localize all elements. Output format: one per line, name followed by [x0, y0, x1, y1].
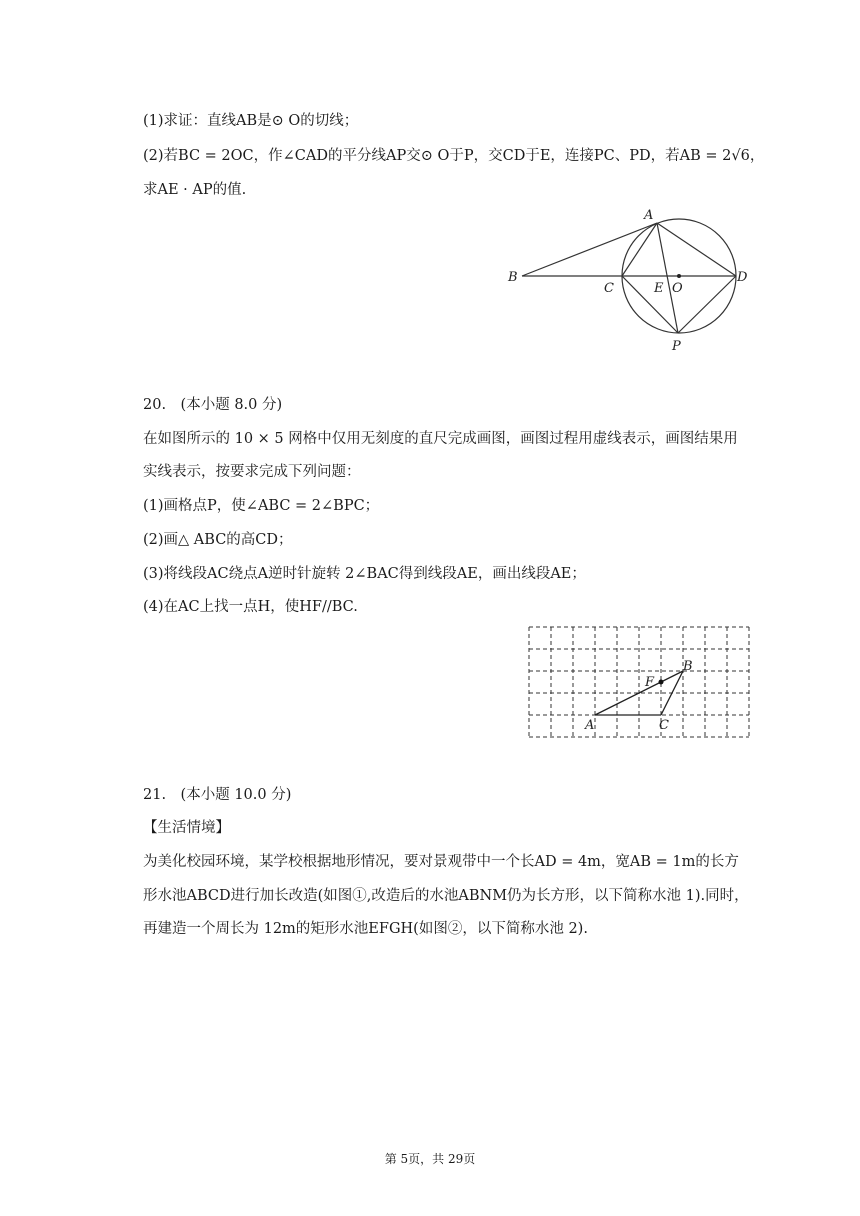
q19-part2-continued: 求AE · AP的值.	[143, 182, 247, 198]
label-a: A	[644, 208, 654, 223]
grid-label-c: C	[659, 718, 669, 733]
dashed-grid	[529, 627, 749, 737]
grid-label-b: B	[683, 659, 693, 674]
q20-intro-line2: 实线表示，按要求完成下列问题：	[143, 464, 361, 480]
label-e: E	[654, 281, 664, 296]
grid-label-a: A	[585, 718, 595, 733]
q21-heading: 21. (本小题 10.0 分)	[143, 787, 292, 803]
label-o: O	[672, 281, 683, 296]
q21-section-title: 【生活情境】	[143, 820, 230, 836]
q21-text-line3: 再建造一个周长为 12m的矩形水池EFGH(如图②，以下简称水池 2).	[143, 921, 588, 937]
page-footer: 第 5页，共 29页	[384, 1152, 476, 1166]
line-ap	[657, 223, 678, 333]
q20-item-1: (1)画格点P，使∠ABC = 2∠BPC；	[143, 498, 380, 514]
line-ad	[657, 223, 736, 276]
line-pd	[678, 276, 736, 333]
q21-text-line1: 为美化校园环境，某学校根据地形情况，要对景观带中一个长AD = 4m，宽AB = 1m的长方	[143, 854, 739, 870]
q20-intro-line1: 在如图所示的 10 × 5 网格中仅用无刻度的直尺完成画图，画图过程用虚线表示，画图结果用	[143, 431, 738, 447]
q20-heading: 20. (本小题 8.0 分)	[143, 397, 283, 413]
q19-part1: (1)求证：直线AB是⊙ O的切线；	[143, 113, 359, 129]
q21-text-line2: 形水池ABCD进行加长改造(如图①,改造后的水池ABNM仍为长方形，以下简称水池 1).同时，	[143, 888, 749, 904]
grid-figure	[525, 622, 755, 744]
point-f-dot	[659, 680, 664, 685]
grid-label-f: F	[645, 675, 655, 690]
q20-item-4: (4)在AC上找一点H，使HF//BC.	[143, 599, 358, 615]
circle-tangent-figure	[500, 200, 760, 360]
label-b: B	[508, 270, 518, 285]
line-ba	[522, 223, 657, 276]
center-o-dot	[677, 274, 681, 278]
q19-part2: (2)若BC = 2OC，作∠CAD的平分线AP交⊙ O于P，交CD于E，连接PC、PD，若AB = 2√6，	[143, 148, 765, 164]
label-c: C	[604, 281, 614, 296]
q20-item-3: (3)将线段AC绕点A逆时针旋转 2∠BAC得到线段AE，画出线段AE；	[143, 566, 586, 582]
label-p: P	[672, 339, 681, 354]
q20-item-2: (2)画△ ABC的高CD；	[143, 532, 293, 548]
line-ac	[622, 223, 657, 276]
label-d: D	[737, 270, 748, 285]
